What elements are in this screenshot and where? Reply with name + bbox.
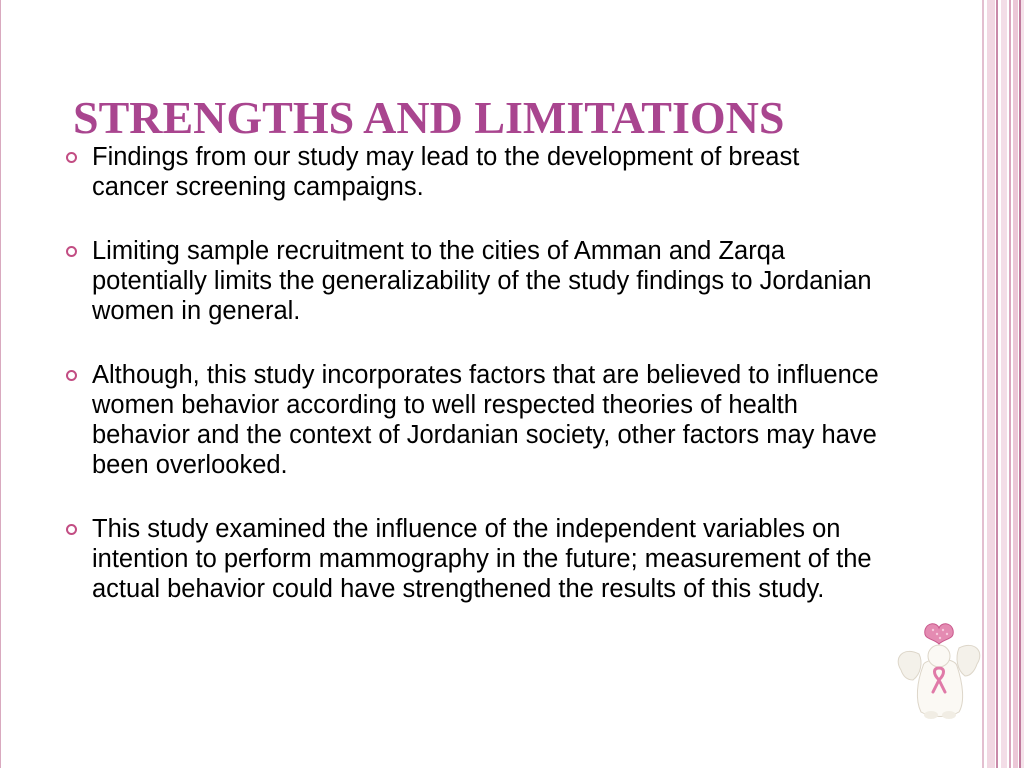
bullet-circle-icon [66,370,77,381]
bullet-circle-icon [66,152,77,163]
bullet-item [60,514,880,604]
bullet-item [60,142,880,202]
slide-title: STRENGTHS AND LIMITATIONS [73,92,785,143]
decorative-stripe [1001,0,1007,768]
decorative-stripe [1013,0,1018,768]
bullet-text: This study examined the influence of the independent variables on intention to perform mammography in the future; measurement of the actual behavior could have strengthened the results of this study. [92,515,872,603]
bullet-item [60,360,880,480]
decorative-stripe [1009,0,1011,768]
decorative-stripe [996,0,998,768]
decorative-stripe [987,0,995,768]
bullet-text: Limiting sample recruitment to the cities of Amman and Zarqa potentially limits the generalizability of the study findings to Jordanian women in general. [92,237,872,325]
bullet-text: Although, this study incorporates factors that are believed to influence women behavior according to well respected theories of health behavior and the context of Jordanian society, other factors may have been overlooked. [92,361,879,479]
bullet-list [60,142,880,638]
bullet-text: Findings from our study may lead to the development of breast cancer screening campaigns. [92,143,800,201]
slide-left-border [0,0,1,768]
bullet-item [60,236,880,326]
pink-ribbon-angel-icon [893,618,985,722]
bullet-circle-icon [66,524,77,535]
bullet-circle-icon [66,246,77,257]
